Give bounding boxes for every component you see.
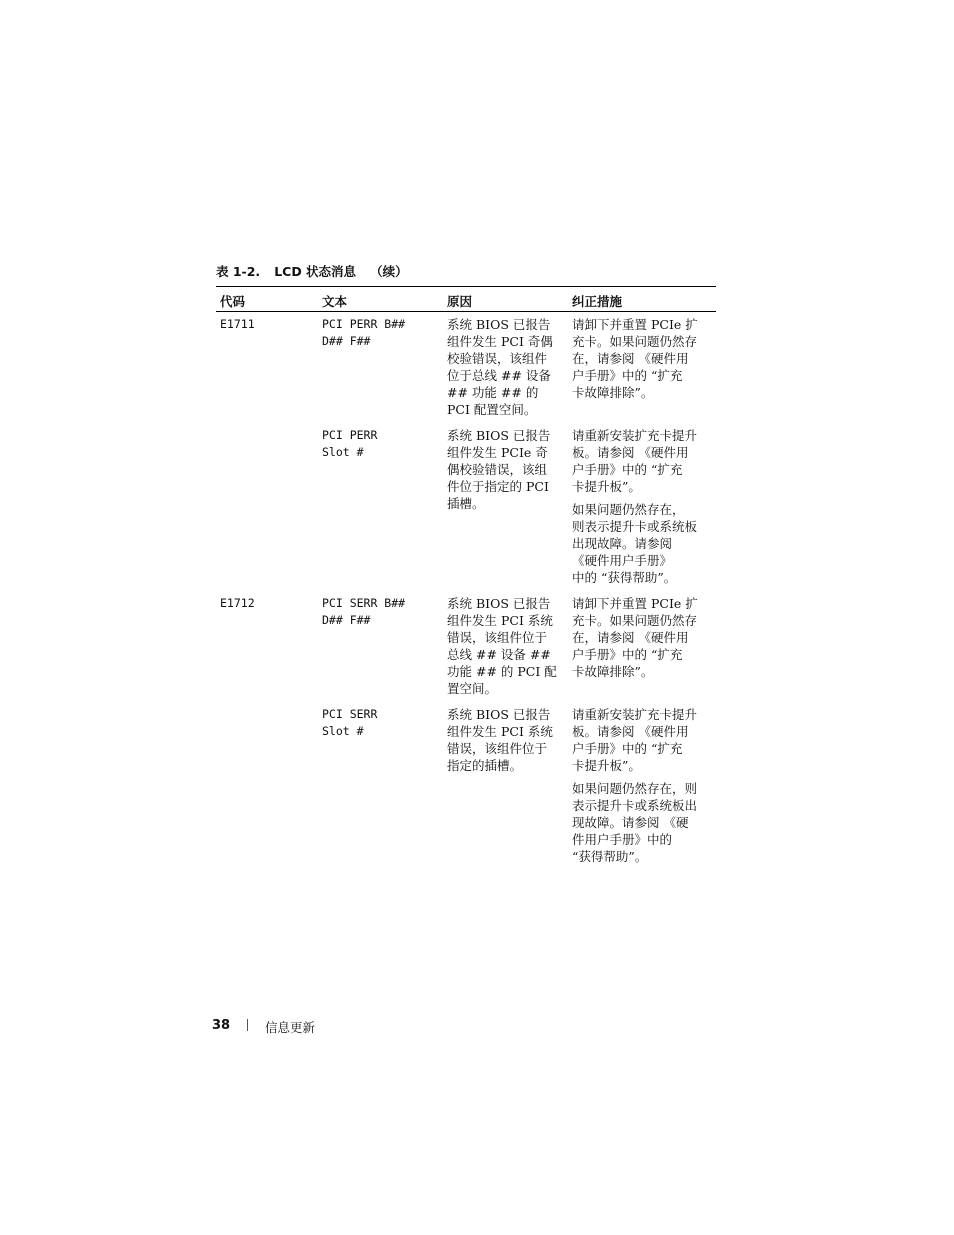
row-2-action-2: 如果问题仍然存在， 则表示提升卡或系统板 出现故障。请参阅 《硬件用户手册》 中的 “获得帮助”。 <box>572 502 698 585</box>
row-3-text: PCI SERR B## D## F## <box>322 596 406 627</box>
header-text: 文本 <box>322 294 348 309</box>
row-2-action-1: 请重新安装扩充卡提升 板。请参阅 《硬件用 户手册》中的 “扩充 卡提升板”。 <box>572 428 698 494</box>
row-4-cause: 系统 BIOS 已报告 组件发生 PCI 系统 错误，该组件位于 指定的插槽。 <box>447 707 553 773</box>
table-header-rule <box>216 311 716 312</box>
row-1-cause: 系统 BIOS 已报告 组件发生 PCI 奇偶 校验错误，该组件 位于总线 ## 设备 ## 功能 ## 的 PCI 配置空间。 <box>447 317 553 417</box>
header-code: 代码 <box>220 294 246 309</box>
table-caption-title: LCD 状态消息 <box>274 264 357 279</box>
header-action: 纠正措施 <box>572 294 623 309</box>
header-cause: 原因 <box>447 294 473 309</box>
row-3-code: E1712 <box>220 596 255 610</box>
table-caption-label: 表 1-2. <box>216 264 261 279</box>
row-3-action: 请卸下并重置 PCIe 扩 充卡。如果问题仍然存 在，请参阅 《硬件用 户手册》中的 “扩充 卡故障排除”。 <box>572 596 698 679</box>
row-1-code: E1711 <box>220 317 255 331</box>
row-2-cause: 系统 BIOS 已报告 组件发生 PCIe 奇 偶校验错误，该组 件位于指定的 PCI 插槽。 <box>447 428 551 511</box>
row-2-text: PCI PERR Slot # <box>322 428 378 459</box>
table-caption-note: （续） <box>370 264 408 279</box>
row-1-action: 请卸下并重置 PCIe 扩 充卡。如果问题仍然存 在，请参阅 《硬件用 户手册》中的 “扩充 卡故障排除”。 <box>572 317 698 400</box>
table-caption <box>216 262 408 280</box>
footer-divider <box>247 1019 248 1031</box>
row-4-action-1: 请重新安装扩充卡提升 板。请参阅 《硬件用 户手册》中的 “扩充 卡提升板”。 <box>572 707 698 773</box>
row-1-text: PCI PERR B## D## F## <box>322 317 406 348</box>
table-top-rule <box>216 286 716 287</box>
row-4-text: PCI SERR Slot # <box>322 707 378 738</box>
row-3-cause: 系统 BIOS 已报告 组件发生 PCI 系统 错误，该组件位于 总线 ## 设备 ## 功能 ## 的 PCI 配 置空间。 <box>447 596 557 696</box>
row-4-action-2: 如果问题仍然存在，则 表示提升卡或系统板出 现故障。请参阅 《硬 件用户手册》中的 “获得帮助”。 <box>572 781 698 864</box>
page-number: 38 <box>212 1018 231 1033</box>
footer-section-title: 信息更新 <box>265 1020 316 1035</box>
